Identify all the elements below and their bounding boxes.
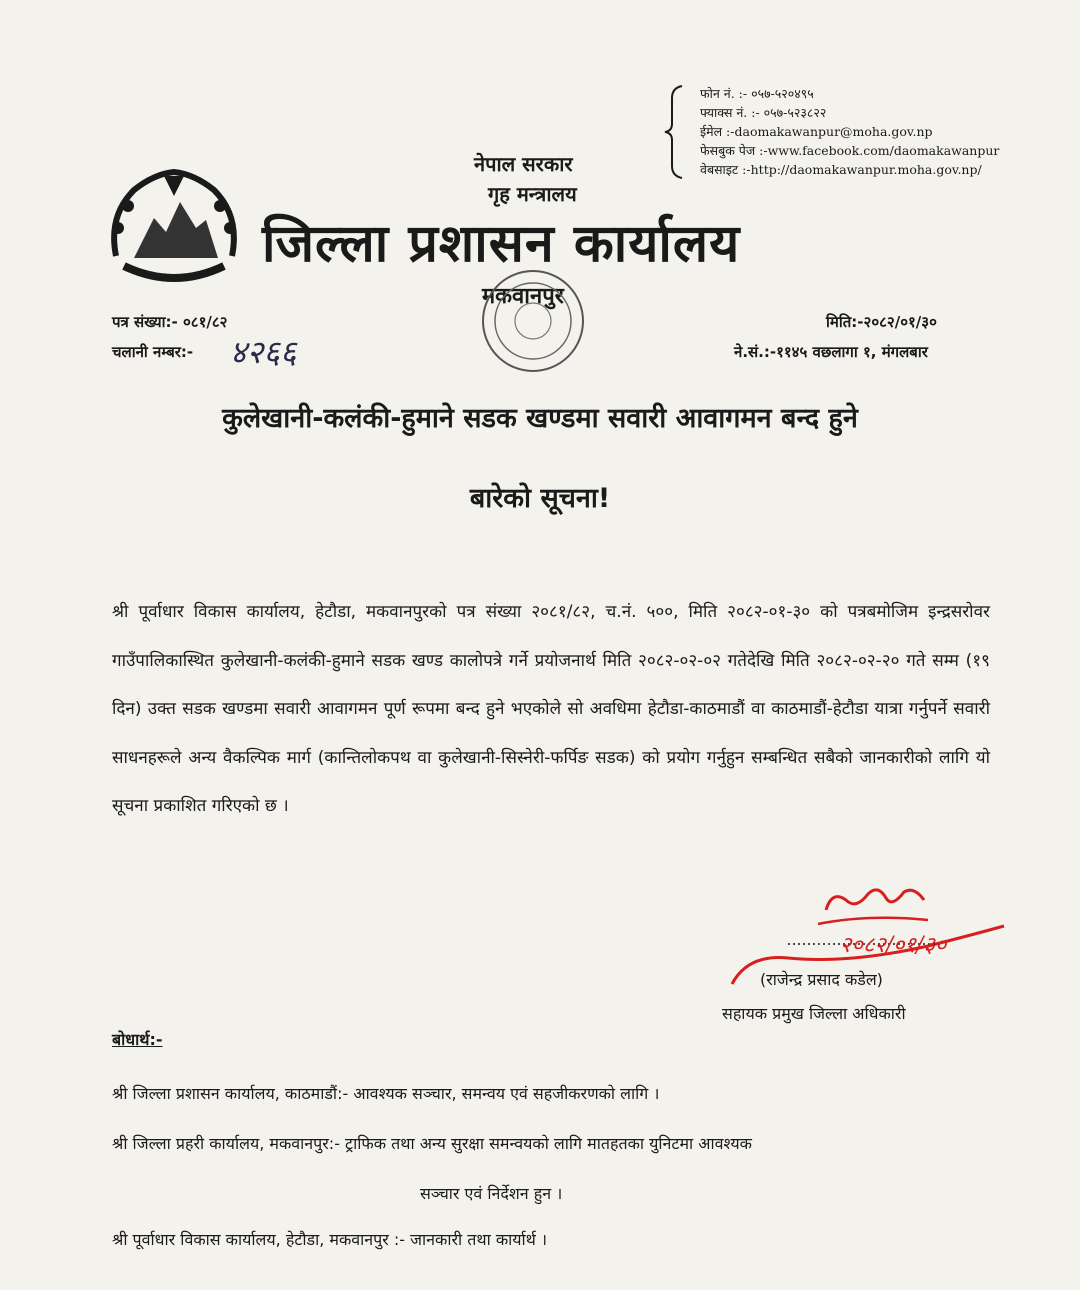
- dispatch-label: चलानी नम्बर:-: [112, 343, 194, 361]
- cc-heading: बोधार्थ:-: [112, 1030, 163, 1049]
- signer-name: (राजेन्द्र प्रसाद कडेल): [760, 970, 883, 989]
- office-seal-icon: [478, 266, 588, 376]
- subject-line-2: बारेको सूचना!: [469, 483, 611, 514]
- nepal-emblem-icon: [104, 166, 244, 290]
- government-name: नेपाल सरकार: [474, 152, 573, 176]
- website-url: वेबसाइट :-http://daomakawanpur.moha.gov.np/: [700, 162, 982, 177]
- letter-number: पत्र संख्या:- ०८१/८२: [112, 313, 228, 331]
- subject-line-1: कुलेखानी-कलंकी-हुमाने सडक खण्डमा सवारी आवागमन बन्द हुने: [222, 403, 858, 434]
- ministry-name: गृह मन्त्रालय: [488, 182, 577, 206]
- email-address: ईमेल :-daomakawanpur@moha.gov.np: [700, 124, 933, 139]
- brace-icon: [662, 84, 686, 180]
- phone-number: फोन नं. :- ०५७-५२०४९५: [700, 86, 814, 101]
- cc-item-police: श्री जिल्ला प्रहरी कार्यालय, मकवानपुर:- ट्राफिक तथा अन्य सुरक्षा समन्वयको लागि मातहतका युनिटमा आवश्यक: [112, 1134, 752, 1153]
- nepal-sambat-date: ने.सं.:-११४५ वछलागा १, मंगलबार: [734, 343, 928, 361]
- contact-block: [700, 84, 999, 179]
- cc-item-police-cont: सञ्चार एवं निर्देशन हुन ।: [420, 1184, 563, 1203]
- cc-item-kathmandu: श्री जिल्ला प्रशासन कार्यालय, काठमाडौं:- आवश्यक सञ्चार, समन्वय एवं सहजीकरणको लागि ।: [112, 1084, 660, 1103]
- issue-date: मिति:-२०८२/०१/३०: [826, 313, 937, 331]
- facebook-page: फेसबुक पेज :-www.facebook.com/daomakawanpur: [700, 143, 1000, 158]
- dispatch-number: ४२६६: [230, 333, 297, 371]
- district-name: मकवानपुर: [482, 284, 564, 309]
- office-name: जिल्ला प्रशासन कार्यालय: [262, 214, 741, 274]
- signer-title: सहायक प्रमुख जिल्ला अधिकारी: [722, 1004, 906, 1023]
- notice-body: श्री पूर्वाधार विकास कार्यालय, हेटौडा, मकवानपुरको पत्र संख्या २०८१/८२, च.नं. ५००, मिति २०८२-०१-३० को पत्रबमोजिम इन्द्रसरोवर गाउँपालिकास्थित कुलेखानी-कलंकी-हुमाने सडक खण्ड कालोपत्रे गर्ने प्रयोजनार्थ मिति २०८२-०२-०२ गतेदेखि मिति २०८२-०२-२० गते सम्म (१९ दिन) उक्त सडक खण्डमा सवारी आवागमन पूर्ण रूपमा बन्द हुने भएकोले सो अवधिमा हेटौडा-काठमाडौं वा काठमाडौं-हेटौडा यात्रा गर्नुपर्ने सवारी साधनहरूले अन्य वैकल्पिक मार्ग (कान्तिलोकपथ वा कुलेखानी-सिस्नेरी-फर्पिङ सडक) को प्रयोग गर्नुहुन सम्बन्धित सबैको जानकारीको लागि यो सूचना प्रकाशित गरिएको छ ।: [112, 602, 990, 816]
- fax-number: फ्याक्स नं. :- ०५७-५२३८२२: [700, 105, 827, 120]
- signature-date: २०८२/०१/३०: [840, 933, 947, 958]
- cc-item-infrastructure: श्री पूर्वाधार विकास कार्यालय, हेटौडा, मकवानपुर :- जानकारी तथा कार्यार्थ ।: [112, 1230, 548, 1249]
